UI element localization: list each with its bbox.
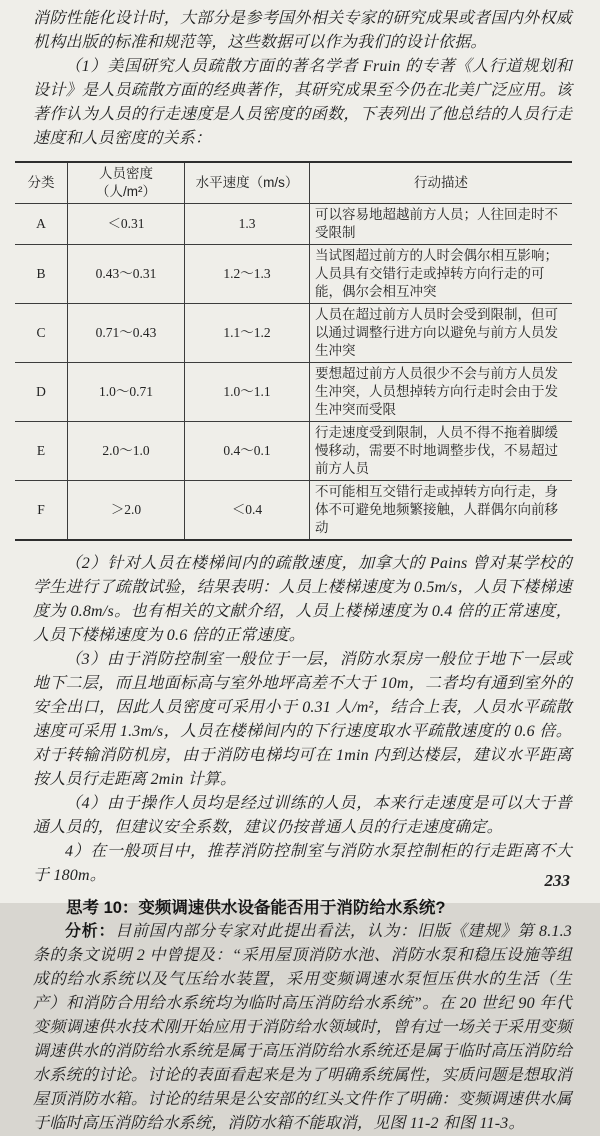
header-category: 分类 bbox=[15, 162, 68, 204]
paragraph-fruin: （1）美国研究人员疏散方面的著名学者 Fruin 的专著《人行道规划和设计》是人员疏散方面的经典著作，其研究成果至今仍在北美广泛应用。该著作认为人员的行走速度是人员密度的函数，下表列出了他总结的人员行走速度和人员密度的关系： bbox=[33, 58, 572, 147]
header-density: 人员密度（人/m²） bbox=[68, 162, 185, 204]
header-description: 行动描述 bbox=[310, 162, 573, 204]
paragraph-intro: 消防性能化设计时，大部分是参考国外相关专家的研究成果或者国内外权威机构出版的标准和规范等，这些数据可以作为我们的设计依据。 bbox=[33, 10, 572, 51]
table-row bbox=[15, 245, 572, 304]
table-row bbox=[15, 204, 572, 245]
cell-speed: 1.2～1.3 bbox=[185, 245, 310, 304]
table-header-row bbox=[15, 162, 572, 204]
analysis-label: 分析： bbox=[65, 923, 116, 940]
table-row bbox=[15, 363, 572, 422]
cell-category: F bbox=[15, 481, 68, 541]
cell-speed: 1.1～1.2 bbox=[185, 304, 310, 363]
cell-description: 可以容易地超越前方人员；人往回走时不受限制 bbox=[310, 204, 573, 245]
table-row bbox=[15, 304, 572, 363]
cell-category: A bbox=[15, 204, 68, 245]
think-10-heading: 思考 10：变频调速供水设备能否用于消防给水系统? bbox=[66, 899, 446, 917]
cell-speed: ＜0.4 bbox=[185, 481, 310, 541]
table-row bbox=[15, 481, 572, 541]
cell-description: 不可能相互交错行走或掉转方向行走，身体不可避免地频繁接触，人群偶尔向前移动 bbox=[310, 481, 573, 541]
table-row bbox=[15, 422, 572, 481]
header-speed: 水平速度（m/s） bbox=[185, 162, 310, 204]
cell-category: D bbox=[15, 363, 68, 422]
cell-density: 1.0～0.71 bbox=[68, 363, 185, 422]
cell-description: 人员在超过前方人员时会受到限制，但可以通过调整行进方向以避免与前方人员发生冲突 bbox=[310, 304, 573, 363]
paragraph-trained-personnel: （4）由于操作人员均是经过训练的人员，本来行走速度是可以大于普通人员的，但建议安全系数，建议仍按普通人员的行走速度确定。 bbox=[33, 795, 572, 836]
paragraph-control-room: （3）由于消防控制室一般位于一层，消防水泵房一般位于地下一层或地下二层，而且地面标高与室外地坪高差不大于 10m，二者均有通到室外的安全出口，因此人员密度可采用小于 0.31 人/m²，结合上表，人员水平疏散速度可采用 1.3m/s，人员在楼梯间内的下行速度取水平疏散速度的 0.6 倍。对于转输消防机房，由于消防电梯均可在 1min 内到达楼层，建议水平距离按人员行走距离 2min 计算。 bbox=[33, 651, 572, 788]
cell-density: 0.43～0.31 bbox=[68, 245, 185, 304]
cell-category: B bbox=[15, 245, 68, 304]
cell-density: 0.71～0.43 bbox=[68, 304, 185, 363]
cell-speed: 0.4～0.1 bbox=[185, 422, 310, 481]
walking-speed-density-table bbox=[15, 161, 572, 541]
cell-density: ＞2.0 bbox=[68, 481, 185, 541]
cell-density: 2.0～1.0 bbox=[68, 422, 185, 481]
cell-description: 行走速度受到限制，人员不得不拖着脚缓慢移动，需要不时地调整步伐，不易超过前方人员 bbox=[310, 422, 573, 481]
cell-category: C bbox=[15, 304, 68, 363]
cell-description: 当试图超过前方的人时会偶尔相互影响；人员具有交错行走或掉转方向行走的可能，偶尔会相互冲突 bbox=[310, 245, 573, 304]
page-number: 233 bbox=[544, 871, 570, 890]
cell-density: ＜0.31 bbox=[68, 204, 185, 245]
paragraph-recommendation: 4）在一般项目中，推荐消防控制室与消防水泵控制柜的行走距离不大于 180m。 bbox=[33, 843, 572, 884]
analysis-text: 目前国内部分专家对此提出看法，认为：旧版《建规》第 8.1.3 条的条文说明 2 中曾提及：“采用屋顶消防水池、消防水泵和稳压设施等组成的给水系统以及气压给水装置，采用变频调速水泵恒压供水的生活（生产）和消防合用给水系统均为临时高压消防给水系统”。在 20 世纪 90 年代变频调速供水技术刚开始应用于消防给水领域时，曾有过一场关于采用变频调速供水的消防给水系统是属于高压消防给水系统还是属于临时高压消防给水系统的讨论。讨论的表面看起来是为了明确系统属性，实质问题是想取消屋顶消防水箱。讨论的结果是公安部的红头文件作了明确：变频调速供水属于临时高压消防给水系统，消防水箱不能取消，见图 11-2 和图 11-3。 bbox=[33, 923, 572, 1132]
paragraph-stairs: （2）针对人员在楼梯间内的疏散速度，加拿大的 Pains 曾对某学校的学生进行了疏散试验，结果表明：人员上楼梯速度为 0.5m/s，人员下楼梯速度为 0.8m/s。也有相关的文献介绍，人员上楼梯速度为 0.4 倍的正常速度，人员下楼梯速度为 0.6 倍的正常速度。 bbox=[33, 555, 572, 644]
cell-category: E bbox=[15, 422, 68, 481]
cell-description: 要想超过前方人员很少不会与前方人员发生冲突，人员想掉转方向行走时会由于发生冲突而受限 bbox=[310, 363, 573, 422]
cell-speed: 1.3 bbox=[185, 204, 310, 245]
paragraph-analysis bbox=[33, 920, 572, 1136]
cell-speed: 1.0～1.1 bbox=[185, 363, 310, 422]
